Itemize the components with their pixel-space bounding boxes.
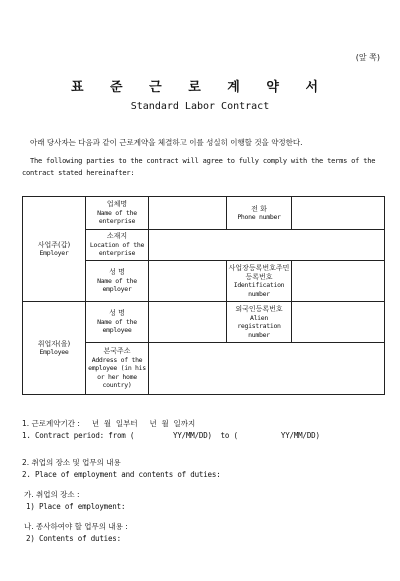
contract-period-en: 1. Contract period: from ( YY/MM/DD) to ( YY/MM/DD) [22, 431, 320, 440]
location-label-cell [86, 230, 149, 261]
id-number-label-cell [227, 261, 292, 302]
id-number-label-ko: 사업장등록번호주민등록번호 [228, 264, 290, 281]
employer-name-label-ko: 성 명 [109, 268, 125, 277]
address-label-cell [86, 343, 149, 395]
title-english: Standard Labor Contract [130, 101, 270, 112]
title-korean: 표 준 근 로 계 약 서 [70, 80, 330, 95]
contents-of-duties-en: 2) Contents of duties: [26, 534, 121, 543]
enterprise-label-en: Name of the enterprise [97, 208, 137, 226]
phone-label-en: Phone number [237, 213, 281, 221]
alien-reg-value-cell[interactable] [292, 302, 385, 343]
employee-cell [23, 302, 86, 395]
enterprise-label-ko: 업체명 [106, 200, 128, 209]
employer-name-label-cell [86, 261, 149, 302]
page-label: (앞 쪽) [355, 53, 380, 62]
phone-label-ko: 전 화 [251, 204, 267, 213]
contents-of-duties-ko: 나. 종사하여야 할 업무의 내용 : [24, 522, 128, 531]
phone-value-cell[interactable] [292, 197, 385, 230]
address-label-ko: 본국주소 [103, 347, 131, 356]
address-value-cell[interactable] [149, 343, 385, 395]
employer-label-ko: 사업주(갑) [37, 240, 71, 249]
intro-english-line1: The following parties to the contract will agree to fully comply with the terms of the [30, 157, 376, 165]
employee-name-value-cell[interactable] [149, 302, 227, 343]
enterprise-value-cell[interactable] [149, 197, 227, 230]
id-number-label-en: Identification number [233, 281, 285, 298]
phone-label-cell [227, 197, 292, 230]
alien-reg-label-ko: 외국인등록번호 [235, 305, 283, 313]
id-number-value-cell[interactable] [292, 261, 385, 302]
contract-parties-table [22, 196, 385, 395]
employee-label-ko: 취업자(을) [37, 339, 71, 348]
intro-english-line2: contract stated hereinafter: [22, 169, 135, 177]
alien-reg-label-cell [227, 302, 292, 343]
employee-name-label-en: Name of the employee [97, 317, 137, 335]
address-label-en: Address of the employee (in his or her home country) [88, 355, 146, 390]
employer-label-en: Employer [39, 249, 69, 257]
place-duties-heading-ko: 2. 취업의 장소 및 업무의 내용 [22, 458, 121, 467]
location-label-en: Location of the enterprise [89, 240, 145, 258]
place-of-employment-ko: 가. 취업의 장소 : [24, 490, 80, 499]
intro-korean: 아래 당사자는 다음과 같이 근로계약을 체결하고 이를 성실히 이행할 것을 약정한다. [30, 138, 303, 147]
location-label-ko: 소재지 [106, 232, 128, 241]
employee-name-label-ko: 성 명 [109, 309, 125, 318]
location-value-cell[interactable] [149, 230, 385, 261]
contract-period-ko: 1. 근로계약기간 : 년 월 일부터 년 월 일까지 [22, 419, 196, 428]
alien-reg-label-en: Alien registration number [237, 313, 281, 339]
employer-name-value-cell[interactable] [149, 261, 227, 302]
employee-name-label-cell [86, 302, 149, 343]
place-duties-heading-en: 2. Place of employment and contents of duties: [22, 470, 221, 479]
enterprise-label-cell [86, 197, 149, 230]
place-of-employment-en: 1) Place of employment: [26, 502, 126, 511]
employee-label-en: Employee [39, 348, 69, 356]
employer-cell [23, 197, 86, 302]
employer-name-label-en: Name of the employer [97, 276, 137, 294]
